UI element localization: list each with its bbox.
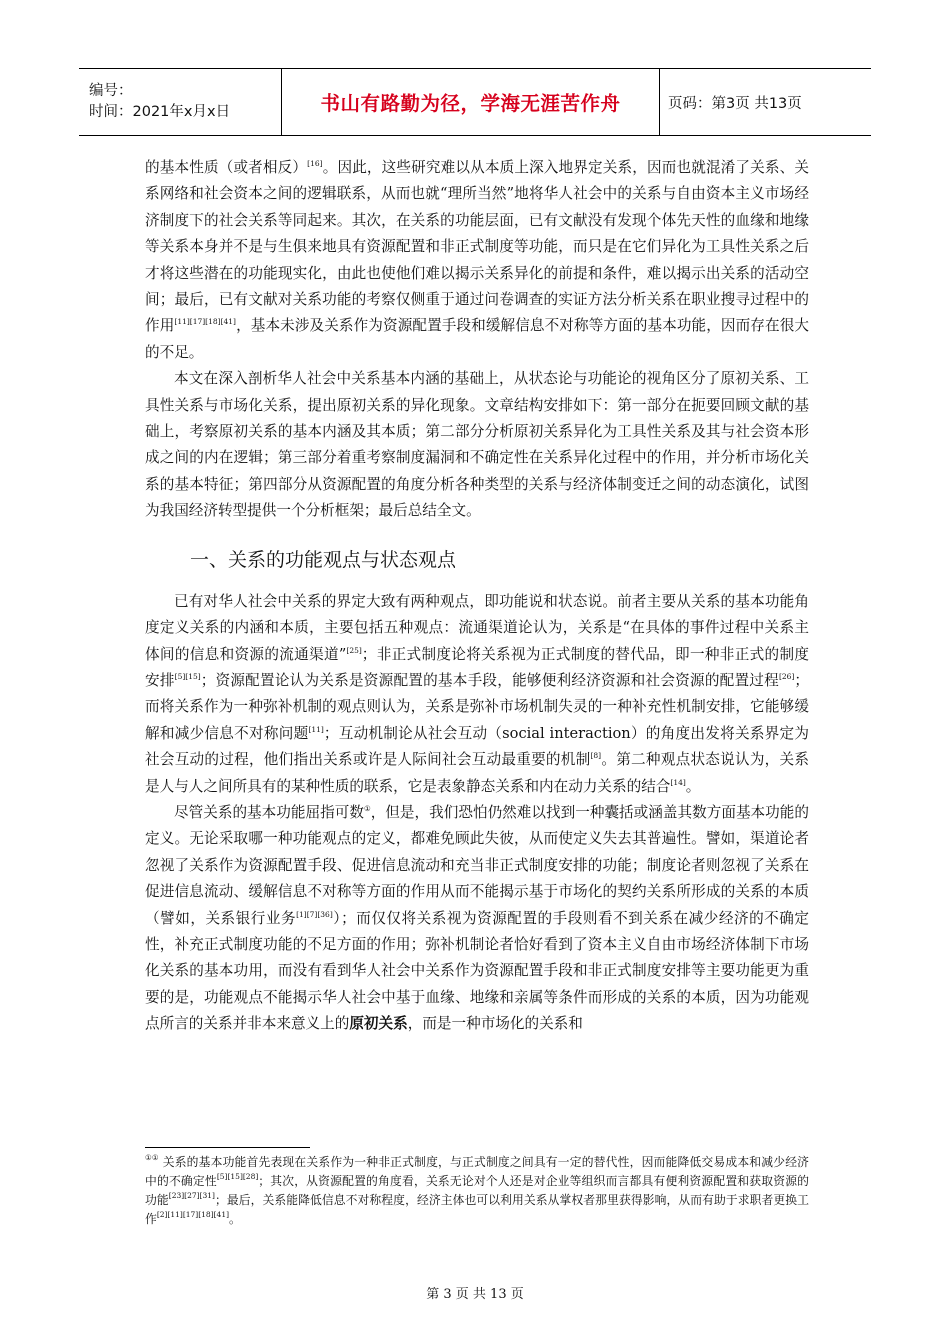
text-run: 。第二种观点状态说认为，关系是人与人之间所具有的某种性质的联系，它是表象静态关系和内在动力关系的结合 (145, 751, 809, 795)
text-run: ；非正式制度论将关系视为正式制度的替代品，即一种非正式的制度安排 (145, 645, 809, 689)
header-page-cell (660, 69, 871, 135)
bold-term: 原初关系 (349, 1015, 408, 1033)
document-body (145, 155, 809, 1038)
text-run: ，基本未涉及关系作为资源配置手段和缓解信息不对称等方面的基本功能，因而存在很大的不足。 (145, 317, 809, 361)
text-run: ，而是一种市场化的关系和 (407, 1015, 583, 1033)
citation: [11] (308, 724, 324, 734)
footnote-divider (145, 1147, 310, 1148)
text-run: 的基本性质（或者相反） (145, 159, 308, 176)
header-page-label: 页码：第3页 共13页 (668, 95, 802, 112)
document-header (79, 68, 871, 136)
text-run: ；而将关系作为一种弥补机制的观点则认为，关系是弥补市场机制失灵的一种补充性机制安排，它能够缓解和减少信息不对称问题 (145, 671, 809, 742)
document-number-label: 编号： (89, 83, 133, 99)
text-run: ）；而仅仅将关系视为资源配置的手段则看不到关系在减少经济的不确定性，补充正式制度功能的不足方面的作用；弥补机制论者恰好看到了资本主义自由市场经济体制下市场化关系的基本功用，而没有看到华人社会中关系作为资源配置手段和非正式制度安排等主要功能更为重要的是，功能观点不能揭示华人社会中基于血缘、地缘和亲属等条件而形成的关系的本质，因为功能观点所言的关系并非本来意义上的 (145, 909, 809, 1033)
text-run: ；互动机制论从社会互动（social interaction）的角度出发将关系界定为社会互动的过程，他们指出关系或许是人际间社会互动最重要的机制 (145, 724, 809, 769)
header-meta (79, 69, 282, 135)
footnote-mark[interactable]: ① (363, 803, 371, 813)
text-run: 已有对华人社会中关系的界定大致有两种观点，即功能说和状态说。前者主要从关系的基本功能角度定义关系的内涵和本质，主要包括五种观点：流通渠道论认为，关系是“在具体的事件过程中关系主体间的信息和资源的流通渠道” (145, 592, 809, 663)
text-run: ；资源配置论认为关系是资源配置的基本手段，能够便利经济资源和社会资源的配置过程 (200, 671, 779, 689)
paragraph-3 (145, 589, 809, 800)
citation: [8] (590, 751, 602, 761)
text-run: 。 (685, 777, 701, 795)
citation: [11][17][18][41] (174, 317, 236, 327)
footnote-mark: ①① (145, 1153, 159, 1162)
citation: [2][11][17][18][41] (156, 1210, 230, 1219)
footnote (145, 1153, 809, 1229)
document-date-label: 时间：2021年x月x日 (89, 104, 231, 120)
citation: [5][15] (174, 671, 201, 681)
paragraph-4 (145, 800, 809, 1038)
citation: [14] (670, 777, 686, 787)
citation: [1][7][36] (296, 909, 333, 919)
paragraph-1 (145, 155, 809, 366)
section-heading: 一、关系的功能观点与状态观点 (190, 548, 457, 571)
citation: [25] (346, 645, 362, 655)
citation: [16] (307, 159, 323, 168)
citation: [23][27][31] (168, 1191, 215, 1200)
page-number-footer: 第 3 页 共 13 页 (426, 1287, 524, 1302)
citation: [26] (778, 671, 795, 681)
text-run: ；其次，从资源配置的角度看，关系无论对个人还是对企业等组织而言都具有便利资源配置和获取资源的功能 (145, 1174, 809, 1207)
text-run: 尽管关系的基本功能屈指可数 (174, 803, 364, 821)
header-motto: 书山有路勤为径，学海无涯苦作舟 (320, 92, 621, 115)
text-run: ；最后，关系能降低信息不对称程度，经济主体也可以利用关系从掌权者那里获得影响，从而有助于求职者更换工作 (145, 1193, 809, 1226)
text-run: 关系的基本功能首先表现在关系作为一种非正式制度，与正式制度之间具有一定的替代性，因而能降低交易成本和减少经济中的不确定性 (145, 1155, 809, 1188)
header-motto-cell (282, 69, 660, 135)
citation: [5][15][28] (216, 1172, 259, 1181)
text-run: 。因此，这些研究难以从本质上深入地界定关系，因而也就混淆了关系、关系网络和社会资本之间的逻辑联系，从而也就“理所当然”地将华人社会中的关系与自由资本主义市场经济制度下的社会关系等同起来。其次，在关系的功能层面，已有文献没有发现个体先天性的血缘和地缘等关系本身并不是与生俱来地具有资源配置和非正式制度等功能，而只是在它们异化为工具性关系之后才将这些潜在的功能现实化，由此也使他们难以揭示关系异化的前提和条件，难以揭示出关系的活动空间；最后，已有文献对关系功能的考察仅侧重于通过问卷调查的实证方法分析关系在职业搜寻过程中的作用 (145, 159, 809, 335)
text-run: ，但是，我们恐怕仍然难以找到一种囊括或涵盖其数方面基本功能的定义。无论采取哪一种功能观点的定义，都难免顾此失彼，从而使定义失去其普遍性。譬如，渠道论者忽视了关系作为资源配置手段、促进信息流动和充当非正式制度安排的功能；制度论者则忽视了关系在促进信息流动、缓解信息不对称等方面的作用从而不能揭示基于市场化的契约关系所形成的关系的本质（譬如，关系银行业务 (145, 803, 809, 927)
paragraph-2: 本文在深入剖析华人社会中关系基本内涵的基础上，从状态论与功能论的视角区分了原初关系、工具性关系与市场化关系，提出原初关系的异化现象。文章结构安排如下：第一部分在扼要回顾文献的基础上，考察原初关系的基本内涵及其本质；第二部分分析原初关系异化为工具性关系及其与社会资本形成之间的内在逻辑；第三部分着重考察制度漏洞和不确定性在关系异化过程中的作用，并分析市场化关系的基本特征；第四部分从资源配置的角度分析各种类型的关系与经济体制变迁之间的动态演化，试图为我国经济转型提供一个分析框架；最后总结全文。 (145, 370, 809, 520)
text-run: 。 (229, 1212, 241, 1226)
